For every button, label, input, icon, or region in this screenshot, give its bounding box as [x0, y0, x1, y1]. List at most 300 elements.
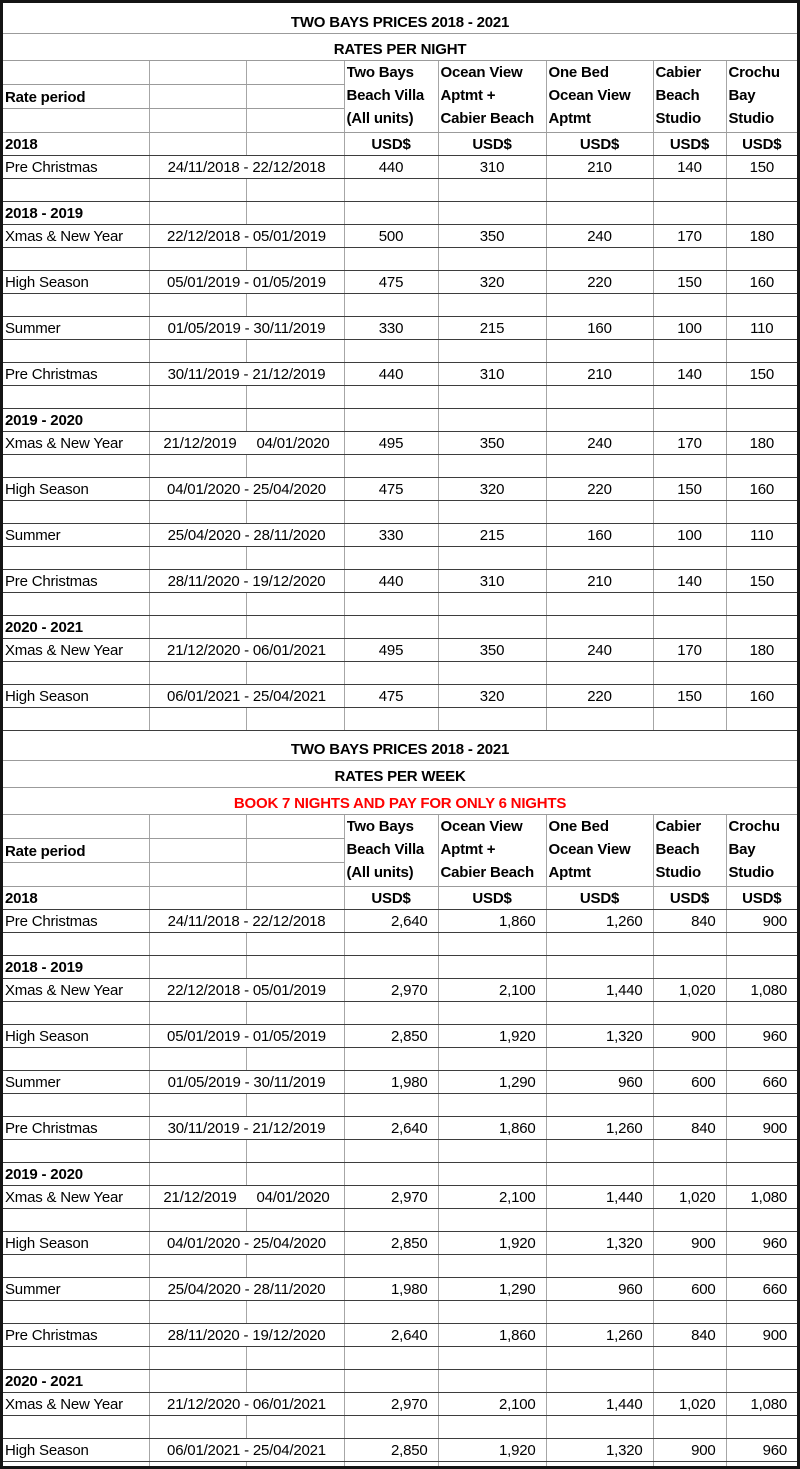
date-start: 04/01/2020: [167, 480, 241, 498]
empty-cell: [726, 408, 797, 431]
price-value: 1,920: [438, 1439, 546, 1462]
empty-cell: [246, 408, 344, 431]
empty-cell: [653, 500, 726, 523]
rate-period-name: High Season: [3, 1025, 149, 1048]
currency-label: USD$: [438, 132, 546, 155]
price-value: 900: [653, 1025, 726, 1048]
date-start: 28/11/2020: [167, 1327, 240, 1344]
date-range: 24/11/2018 - 22/12/2018: [149, 910, 344, 933]
price-value: 500: [344, 224, 438, 247]
empty-cell: [438, 956, 546, 979]
empty-cell: [246, 1301, 344, 1324]
date-start: 28/11/2020: [167, 572, 240, 590]
price-value: 180: [726, 638, 797, 661]
price-value: 350: [438, 431, 546, 454]
price-value: 475: [344, 270, 438, 293]
empty-cell: [3, 500, 149, 523]
empty-cell: [246, 956, 344, 979]
date-end: 25/04/2020: [252, 1235, 326, 1252]
price-value: 495: [344, 431, 438, 454]
empty-cell: [438, 454, 546, 477]
empty-cell: [653, 247, 726, 270]
empty-cell: [3, 1255, 149, 1278]
date-range: 22/12/2018 - 05/01/2019: [149, 224, 344, 247]
empty-cell: [653, 454, 726, 477]
product-header-line: Crochu: [728, 63, 780, 81]
empty-cell: [149, 1094, 246, 1117]
empty-cell: [726, 1094, 797, 1117]
currency-label: USD$: [726, 132, 797, 155]
price-value: 215: [438, 316, 546, 339]
empty-cell: [726, 661, 797, 684]
price-value: 2,970: [344, 979, 438, 1002]
price-value: 220: [546, 477, 653, 500]
date-end: 22/12/2018: [252, 158, 326, 176]
product-header-line: Cabier Beach: [440, 109, 534, 127]
empty-cell: [246, 500, 344, 523]
empty-cell: [438, 178, 546, 201]
empty-cell: [438, 615, 546, 638]
season-year-label: 2020 - 2021: [3, 615, 149, 638]
empty-cell: [546, 1255, 653, 1278]
price-value: 2,640: [344, 1324, 438, 1347]
price-value: 1,080: [726, 1393, 797, 1416]
price-value: 320: [438, 270, 546, 293]
empty-cell: [438, 661, 546, 684]
product-header-line: Beach Villa: [346, 841, 425, 858]
empty-cell: [3, 293, 149, 316]
empty-cell: [149, 1209, 246, 1232]
rate-period-name: Summer: [3, 1278, 149, 1301]
empty-cell: [344, 615, 438, 638]
empty-cell: [546, 408, 653, 431]
date-end: 28/11/2020: [253, 526, 326, 544]
price-value: 160: [726, 684, 797, 707]
date-range: 01/05/2019 - 30/11/2019: [149, 316, 344, 339]
empty-cell: [546, 956, 653, 979]
price-value: 1,320: [546, 1232, 653, 1255]
date-range: 21/12/2020 - 06/01/2021: [149, 638, 344, 661]
rate-period-label: Rate period: [3, 839, 149, 863]
product-header-line: (All units): [346, 109, 414, 127]
empty-cell: [438, 247, 546, 270]
empty-cell: [3, 815, 149, 839]
empty-cell: [246, 1416, 344, 1439]
date-end: 05/01/2019: [252, 227, 326, 245]
currency-label: USD$: [653, 132, 726, 155]
date-start: 21/12/2020: [167, 641, 241, 659]
date-end: 04/01/2020: [256, 1189, 330, 1206]
product-header-line: Aptmt +: [440, 841, 496, 858]
empty-cell: [344, 293, 438, 316]
empty-cell: [246, 933, 344, 956]
price-value: 210: [546, 569, 653, 592]
empty-cell: [246, 201, 344, 224]
empty-cell: [726, 1462, 797, 1469]
empty-cell: [344, 933, 438, 956]
price-value: 180: [726, 224, 797, 247]
price-value: 2,970: [344, 1393, 438, 1416]
empty-cell: [438, 1094, 546, 1117]
empty-cell: [546, 201, 653, 224]
empty-cell: [726, 1048, 797, 1071]
empty-cell: [149, 1347, 246, 1370]
product-header-line: Cabier: [655, 818, 701, 835]
empty-cell: [653, 1255, 726, 1278]
date-end: 06/01/2021: [252, 641, 326, 659]
empty-cell: [3, 933, 149, 956]
empty-cell: [3, 1462, 149, 1469]
price-value: 840: [653, 910, 726, 933]
product-column-header: [344, 60, 438, 132]
price-value: 350: [438, 638, 546, 661]
rate-period-name: High Season: [3, 270, 149, 293]
empty-cell: [653, 1002, 726, 1025]
date-start: 22/12/2018: [167, 982, 241, 999]
price-value: 600: [653, 1071, 726, 1094]
empty-cell: [149, 1301, 246, 1324]
product-header-line: Aptmt: [548, 109, 591, 127]
empty-cell: [726, 933, 797, 956]
price-value: 900: [653, 1232, 726, 1255]
rate-period-name: Summer: [3, 1071, 149, 1094]
product-header-line: Bay: [728, 86, 756, 104]
table-title: TWO BAYS PRICES 2018 - 2021: [3, 731, 797, 761]
date-range: 24/11/2018 - 22/12/2018: [149, 155, 344, 178]
empty-cell: [653, 408, 726, 431]
empty-cell: [149, 1048, 246, 1071]
date-range: 30/11/2019 - 21/12/2019: [149, 1117, 344, 1140]
product-header-line: Crochu: [728, 818, 780, 835]
price-value: 1,290: [438, 1071, 546, 1094]
rates-per-week-table: [3, 731, 797, 1469]
empty-cell: [149, 887, 246, 910]
date-end: 06/01/2021: [252, 1396, 326, 1413]
empty-cell: [246, 815, 344, 839]
price-value: 2,640: [344, 1117, 438, 1140]
product-header-line: One Bed: [548, 818, 609, 835]
empty-cell: [653, 201, 726, 224]
price-value: 240: [546, 638, 653, 661]
product-header-line: Studio: [728, 109, 774, 127]
empty-cell: [246, 60, 344, 84]
price-value: 180: [726, 431, 797, 454]
date-end: 19/12/2020: [252, 572, 326, 590]
price-value: 100: [653, 316, 726, 339]
price-value: 2,970: [344, 1186, 438, 1209]
date-end: 21/12/2019: [252, 1120, 326, 1137]
empty-cell: [344, 1048, 438, 1071]
price-value: 1,020: [653, 1186, 726, 1209]
empty-cell: [546, 1094, 653, 1117]
empty-cell: [653, 707, 726, 730]
season-year-label: 2020 - 2021: [3, 1370, 149, 1393]
date-range: 05/01/2019 - 01/05/2019: [149, 270, 344, 293]
rate-period-name: Pre Christmas: [3, 155, 149, 178]
product-header-line: Beach: [655, 86, 700, 104]
empty-cell: [653, 293, 726, 316]
product-column-header: [653, 815, 726, 887]
season-year-label: 2018 - 2019: [3, 201, 149, 224]
empty-cell: [246, 1370, 344, 1393]
empty-cell: [438, 1301, 546, 1324]
empty-cell: [546, 454, 653, 477]
price-value: 1,080: [726, 979, 797, 1002]
product-header-line: Ocean View: [440, 818, 523, 835]
empty-cell: [653, 546, 726, 569]
empty-cell: [149, 661, 246, 684]
empty-cell: [149, 178, 246, 201]
empty-cell: [246, 707, 344, 730]
empty-cell: [246, 615, 344, 638]
empty-cell: [3, 863, 149, 887]
empty-cell: [344, 1462, 438, 1469]
date-start: 05/01/2019: [167, 1028, 241, 1045]
empty-cell: [726, 293, 797, 316]
date-start: 22/12/2018: [167, 227, 241, 245]
empty-cell: [653, 385, 726, 408]
product-header-line: Aptmt +: [440, 86, 496, 104]
rate-period-name: Pre Christmas: [3, 910, 149, 933]
product-column-header: [653, 60, 726, 132]
empty-cell: [149, 247, 246, 270]
empty-cell: [438, 933, 546, 956]
empty-cell: [726, 1140, 797, 1163]
empty-cell: [546, 339, 653, 362]
price-value: 2,850: [344, 1025, 438, 1048]
empty-cell: [546, 933, 653, 956]
empty-cell: [726, 1209, 797, 1232]
empty-cell: [438, 1002, 546, 1025]
date-end: 25/04/2020: [252, 480, 326, 498]
price-value: 140: [653, 569, 726, 592]
date-range: 25/04/2020 - 28/11/2020: [149, 1278, 344, 1301]
price-value: 2,850: [344, 1232, 438, 1255]
empty-cell: [344, 546, 438, 569]
price-value: 900: [726, 1324, 797, 1347]
currency-label: USD$: [438, 887, 546, 910]
rate-period-name: Pre Christmas: [3, 1117, 149, 1140]
empty-cell: [726, 1370, 797, 1393]
date-end: 19/12/2020: [252, 1327, 326, 1344]
empty-cell: [149, 1140, 246, 1163]
empty-cell: [344, 1347, 438, 1370]
price-value: 140: [653, 155, 726, 178]
table-subtitle: RATES PER NIGHT: [3, 33, 797, 60]
empty-cell: [438, 201, 546, 224]
empty-cell: [149, 385, 246, 408]
empty-cell: [653, 1462, 726, 1469]
empty-cell: [3, 707, 149, 730]
price-value: 150: [653, 270, 726, 293]
empty-cell: [653, 592, 726, 615]
product-header-line: Beach Villa: [346, 86, 425, 104]
price-value: 330: [344, 316, 438, 339]
empty-cell: [438, 385, 546, 408]
empty-cell: [546, 385, 653, 408]
date-range: [149, 1186, 344, 1209]
price-value: 1,860: [438, 1324, 546, 1347]
empty-cell: [438, 339, 546, 362]
product-header-line: Ocean View: [440, 63, 523, 81]
empty-cell: [546, 500, 653, 523]
price-value: 900: [726, 910, 797, 933]
date-range: 21/12/2020 - 06/01/2021: [149, 1393, 344, 1416]
empty-cell: [246, 293, 344, 316]
empty-cell: [726, 178, 797, 201]
empty-cell: [246, 1163, 344, 1186]
date-start: 25/04/2020: [167, 526, 241, 544]
price-value: 960: [726, 1025, 797, 1048]
price-value: 900: [726, 1117, 797, 1140]
empty-cell: [726, 1347, 797, 1370]
empty-cell: [149, 339, 246, 362]
empty-cell: [246, 546, 344, 569]
empty-cell: [726, 956, 797, 979]
empty-cell: [438, 1048, 546, 1071]
price-value: 475: [344, 477, 438, 500]
product-header-line: Studio: [655, 864, 701, 881]
empty-cell: [149, 1370, 246, 1393]
empty-cell: [726, 247, 797, 270]
date-start: 24/11/2018: [167, 913, 240, 930]
price-value: 475: [344, 684, 438, 707]
empty-cell: [344, 956, 438, 979]
empty-cell: [3, 1347, 149, 1370]
empty-cell: [3, 60, 149, 84]
empty-cell: [246, 1094, 344, 1117]
empty-cell: [3, 1209, 149, 1232]
empty-cell: [546, 707, 653, 730]
empty-cell: [546, 1002, 653, 1025]
empty-cell: [546, 1163, 653, 1186]
price-value: 1,320: [546, 1439, 653, 1462]
empty-cell: [246, 1255, 344, 1278]
date-end: 30/11/2019: [253, 1074, 326, 1091]
product-header-line: Studio: [728, 864, 774, 881]
rate-period-label: Rate period: [3, 84, 149, 108]
price-value: 2,100: [438, 1393, 546, 1416]
empty-cell: [149, 707, 246, 730]
price-value: 160: [546, 316, 653, 339]
empty-cell: [546, 293, 653, 316]
empty-cell: [149, 933, 246, 956]
price-value: 1,260: [546, 1324, 653, 1347]
empty-cell: [246, 84, 344, 108]
empty-cell: [246, 1002, 344, 1025]
empty-cell: [438, 707, 546, 730]
price-value: 660: [726, 1278, 797, 1301]
empty-cell: [3, 454, 149, 477]
price-value: 310: [438, 155, 546, 178]
price-value: 170: [653, 431, 726, 454]
empty-cell: [3, 592, 149, 615]
empty-cell: [149, 1002, 246, 1025]
table-subtitle: RATES PER WEEK: [3, 761, 797, 788]
empty-cell: [726, 454, 797, 477]
price-value: 1,080: [726, 1186, 797, 1209]
empty-cell: [546, 247, 653, 270]
price-value: 320: [438, 684, 546, 707]
price-value: 320: [438, 477, 546, 500]
empty-cell: [546, 178, 653, 201]
rate-period-name: High Season: [3, 477, 149, 500]
empty-cell: [344, 592, 438, 615]
price-value: 1,860: [438, 910, 546, 933]
empty-cell: [246, 1140, 344, 1163]
price-value: 1,980: [344, 1278, 438, 1301]
empty-cell: [246, 108, 344, 132]
price-value: 150: [653, 684, 726, 707]
price-value: 170: [653, 224, 726, 247]
price-value: 220: [546, 684, 653, 707]
product-column-header: [438, 60, 546, 132]
price-value: 150: [653, 477, 726, 500]
rate-period-name: Xmas & New Year: [3, 1393, 149, 1416]
rates-per-night-table: [3, 3, 797, 731]
empty-cell: [3, 108, 149, 132]
empty-cell: [726, 615, 797, 638]
product-header-line: Beach: [655, 841, 700, 858]
empty-cell: [3, 339, 149, 362]
empty-cell: [344, 1301, 438, 1324]
empty-cell: [344, 1163, 438, 1186]
empty-cell: [344, 1209, 438, 1232]
empty-cell: [726, 1163, 797, 1186]
price-value: 170: [653, 638, 726, 661]
price-value: 960: [726, 1232, 797, 1255]
currency-label: USD$: [726, 887, 797, 910]
empty-cell: [653, 615, 726, 638]
price-value: 1,860: [438, 1117, 546, 1140]
empty-cell: [246, 385, 344, 408]
empty-cell: [246, 339, 344, 362]
price-value: 215: [438, 523, 546, 546]
empty-cell: [438, 592, 546, 615]
empty-cell: [246, 247, 344, 270]
empty-cell: [546, 1462, 653, 1469]
empty-cell: [344, 1094, 438, 1117]
empty-cell: [246, 454, 344, 477]
date-start: 04/01/2020: [167, 1235, 241, 1252]
empty-cell: [344, 661, 438, 684]
date-range: 04/01/2020 - 25/04/2020: [149, 1232, 344, 1255]
empty-cell: [546, 1347, 653, 1370]
season-year-label: 2019 - 2020: [3, 408, 149, 431]
empty-cell: [3, 546, 149, 569]
date-end: 25/04/2021: [252, 1442, 326, 1459]
empty-cell: [726, 546, 797, 569]
empty-cell: [344, 201, 438, 224]
empty-cell: [344, 339, 438, 362]
rate-period-name: Pre Christmas: [3, 362, 149, 385]
table-title: TWO BAYS PRICES 2018 - 2021: [3, 3, 797, 33]
empty-cell: [149, 815, 246, 839]
price-value: 150: [726, 362, 797, 385]
empty-cell: [149, 454, 246, 477]
date-start: 01/05/2019: [167, 319, 241, 337]
empty-cell: [344, 178, 438, 201]
empty-cell: [344, 1140, 438, 1163]
price-value: 1,980: [344, 1071, 438, 1094]
price-value: 1,320: [546, 1025, 653, 1048]
empty-cell: [3, 178, 149, 201]
promo-banner: BOOK 7 NIGHTS AND PAY FOR ONLY 6 NIGHTS: [3, 788, 797, 815]
empty-cell: [246, 1209, 344, 1232]
price-value: 310: [438, 569, 546, 592]
empty-cell: [653, 933, 726, 956]
empty-cell: [149, 132, 246, 155]
